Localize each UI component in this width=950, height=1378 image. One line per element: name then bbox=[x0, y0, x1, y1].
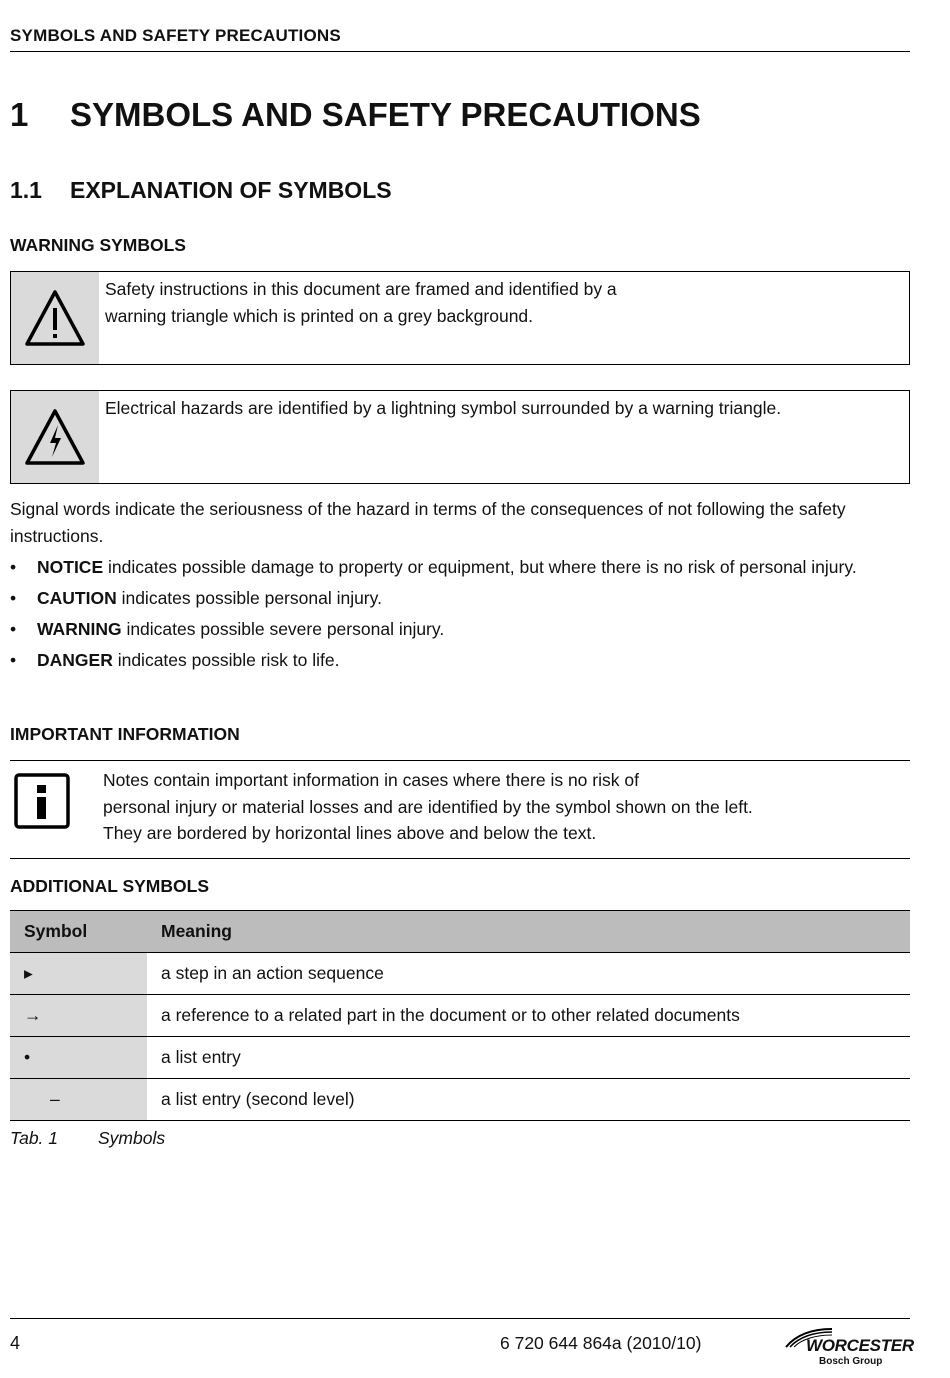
signal-word: DANGER bbox=[37, 650, 113, 670]
document-page bbox=[10, 0, 914, 1378]
electrical-hazard-box bbox=[10, 390, 910, 484]
important-information-note bbox=[10, 760, 910, 859]
section-number: 1 bbox=[10, 96, 29, 133]
safety-instruction-line-1: Safety instructions in this document are framed and identified by a bbox=[105, 279, 617, 299]
important-information-text bbox=[103, 761, 753, 858]
table-row bbox=[10, 1037, 910, 1079]
signal-words-intro: Signal words indicate the seriousness of the hazard in terms of the consequences of not following the safety instructions. bbox=[10, 499, 846, 546]
warning-symbols-heading: WARNING SYMBOLS bbox=[10, 235, 186, 255]
action-step-symbol: ▸ bbox=[10, 953, 147, 995]
table-cell-meaning: a list entry (second level) bbox=[147, 1079, 910, 1121]
footer-rule bbox=[10, 1318, 910, 1319]
lightning-warning-icon bbox=[11, 391, 99, 483]
column-header-meaning: Meaning bbox=[147, 911, 910, 953]
note-line-1: Notes contain important information in cases where there is no risk of bbox=[103, 770, 639, 790]
list-item: • WARNING indicates possible severe personal injury. bbox=[10, 619, 445, 639]
table-cell-meaning: a reference to a related part in the document or to other related documents bbox=[147, 995, 910, 1037]
header-rule bbox=[10, 51, 910, 52]
safety-instruction-box bbox=[10, 271, 910, 365]
note-line-3: They are bordered by horizontal lines above and below the text. bbox=[103, 823, 597, 843]
signal-word: CAUTION bbox=[37, 588, 117, 608]
important-information-heading: IMPORTANT INFORMATION bbox=[10, 724, 240, 744]
signal-word: NOTICE bbox=[37, 557, 104, 577]
additional-symbols-heading: ADDITIONAL SYMBOLS bbox=[10, 876, 209, 896]
table-row bbox=[10, 953, 910, 995]
logo-brand: WORCESTER bbox=[806, 1336, 914, 1355]
signal-word: WARNING bbox=[37, 619, 122, 639]
table-header-row bbox=[10, 911, 910, 953]
table-cell-meaning: a step in an action sequence bbox=[147, 953, 910, 995]
list-item: • NOTICE indicates possible damage to property or equipment, but where there is no risk of personal injury. bbox=[10, 557, 857, 577]
safety-instruction-text bbox=[99, 272, 623, 364]
warning-triangle-icon bbox=[11, 272, 99, 364]
running-header: SYMBOLS AND SAFETY PRECAUTIONS bbox=[10, 26, 341, 45]
page-number: 4 bbox=[10, 1333, 21, 1353]
worcester-logo bbox=[776, 1325, 914, 1369]
symbols-table bbox=[10, 910, 910, 1121]
list-item: • CAUTION indicates possible personal injury. bbox=[10, 588, 382, 608]
document-id: 6 720 644 864a (2010/10) bbox=[500, 1333, 702, 1353]
subsection-heading bbox=[10, 177, 392, 204]
reference-arrow-symbol: → bbox=[10, 995, 147, 1037]
table-caption bbox=[10, 1128, 165, 1149]
table-row bbox=[10, 1079, 910, 1121]
subsection-number: 1.1 bbox=[10, 177, 42, 203]
list-item: • DANGER indicates possible risk to life. bbox=[10, 650, 340, 670]
safety-instruction-line-2: warning triangle which is printed on a grey background. bbox=[105, 306, 534, 326]
table-cell-meaning: a list entry bbox=[147, 1037, 910, 1079]
info-icon bbox=[10, 761, 103, 858]
table-caption-text: Symbols bbox=[98, 1128, 166, 1148]
logo-group: Bosch Group bbox=[819, 1356, 883, 1367]
table-caption-label: Tab. 1 bbox=[10, 1128, 59, 1148]
section-heading bbox=[10, 96, 701, 134]
list-dash-symbol: – bbox=[10, 1079, 147, 1121]
section-title: SYMBOLS AND SAFETY PRECAUTIONS bbox=[70, 96, 701, 133]
electrical-hazard-text: Electrical hazards are identified by a lightning symbol surrounded by a warning triangle. bbox=[105, 398, 782, 418]
table-row bbox=[10, 995, 910, 1037]
note-line-2: personal injury or material losses and are identified by the symbol shown on the left. bbox=[103, 796, 753, 817]
subsection-title: EXPLANATION OF SYMBOLS bbox=[70, 177, 392, 203]
signal-words-list bbox=[10, 554, 910, 678]
list-bullet-symbol: • bbox=[10, 1037, 147, 1079]
column-header-symbol: Symbol bbox=[10, 911, 147, 953]
